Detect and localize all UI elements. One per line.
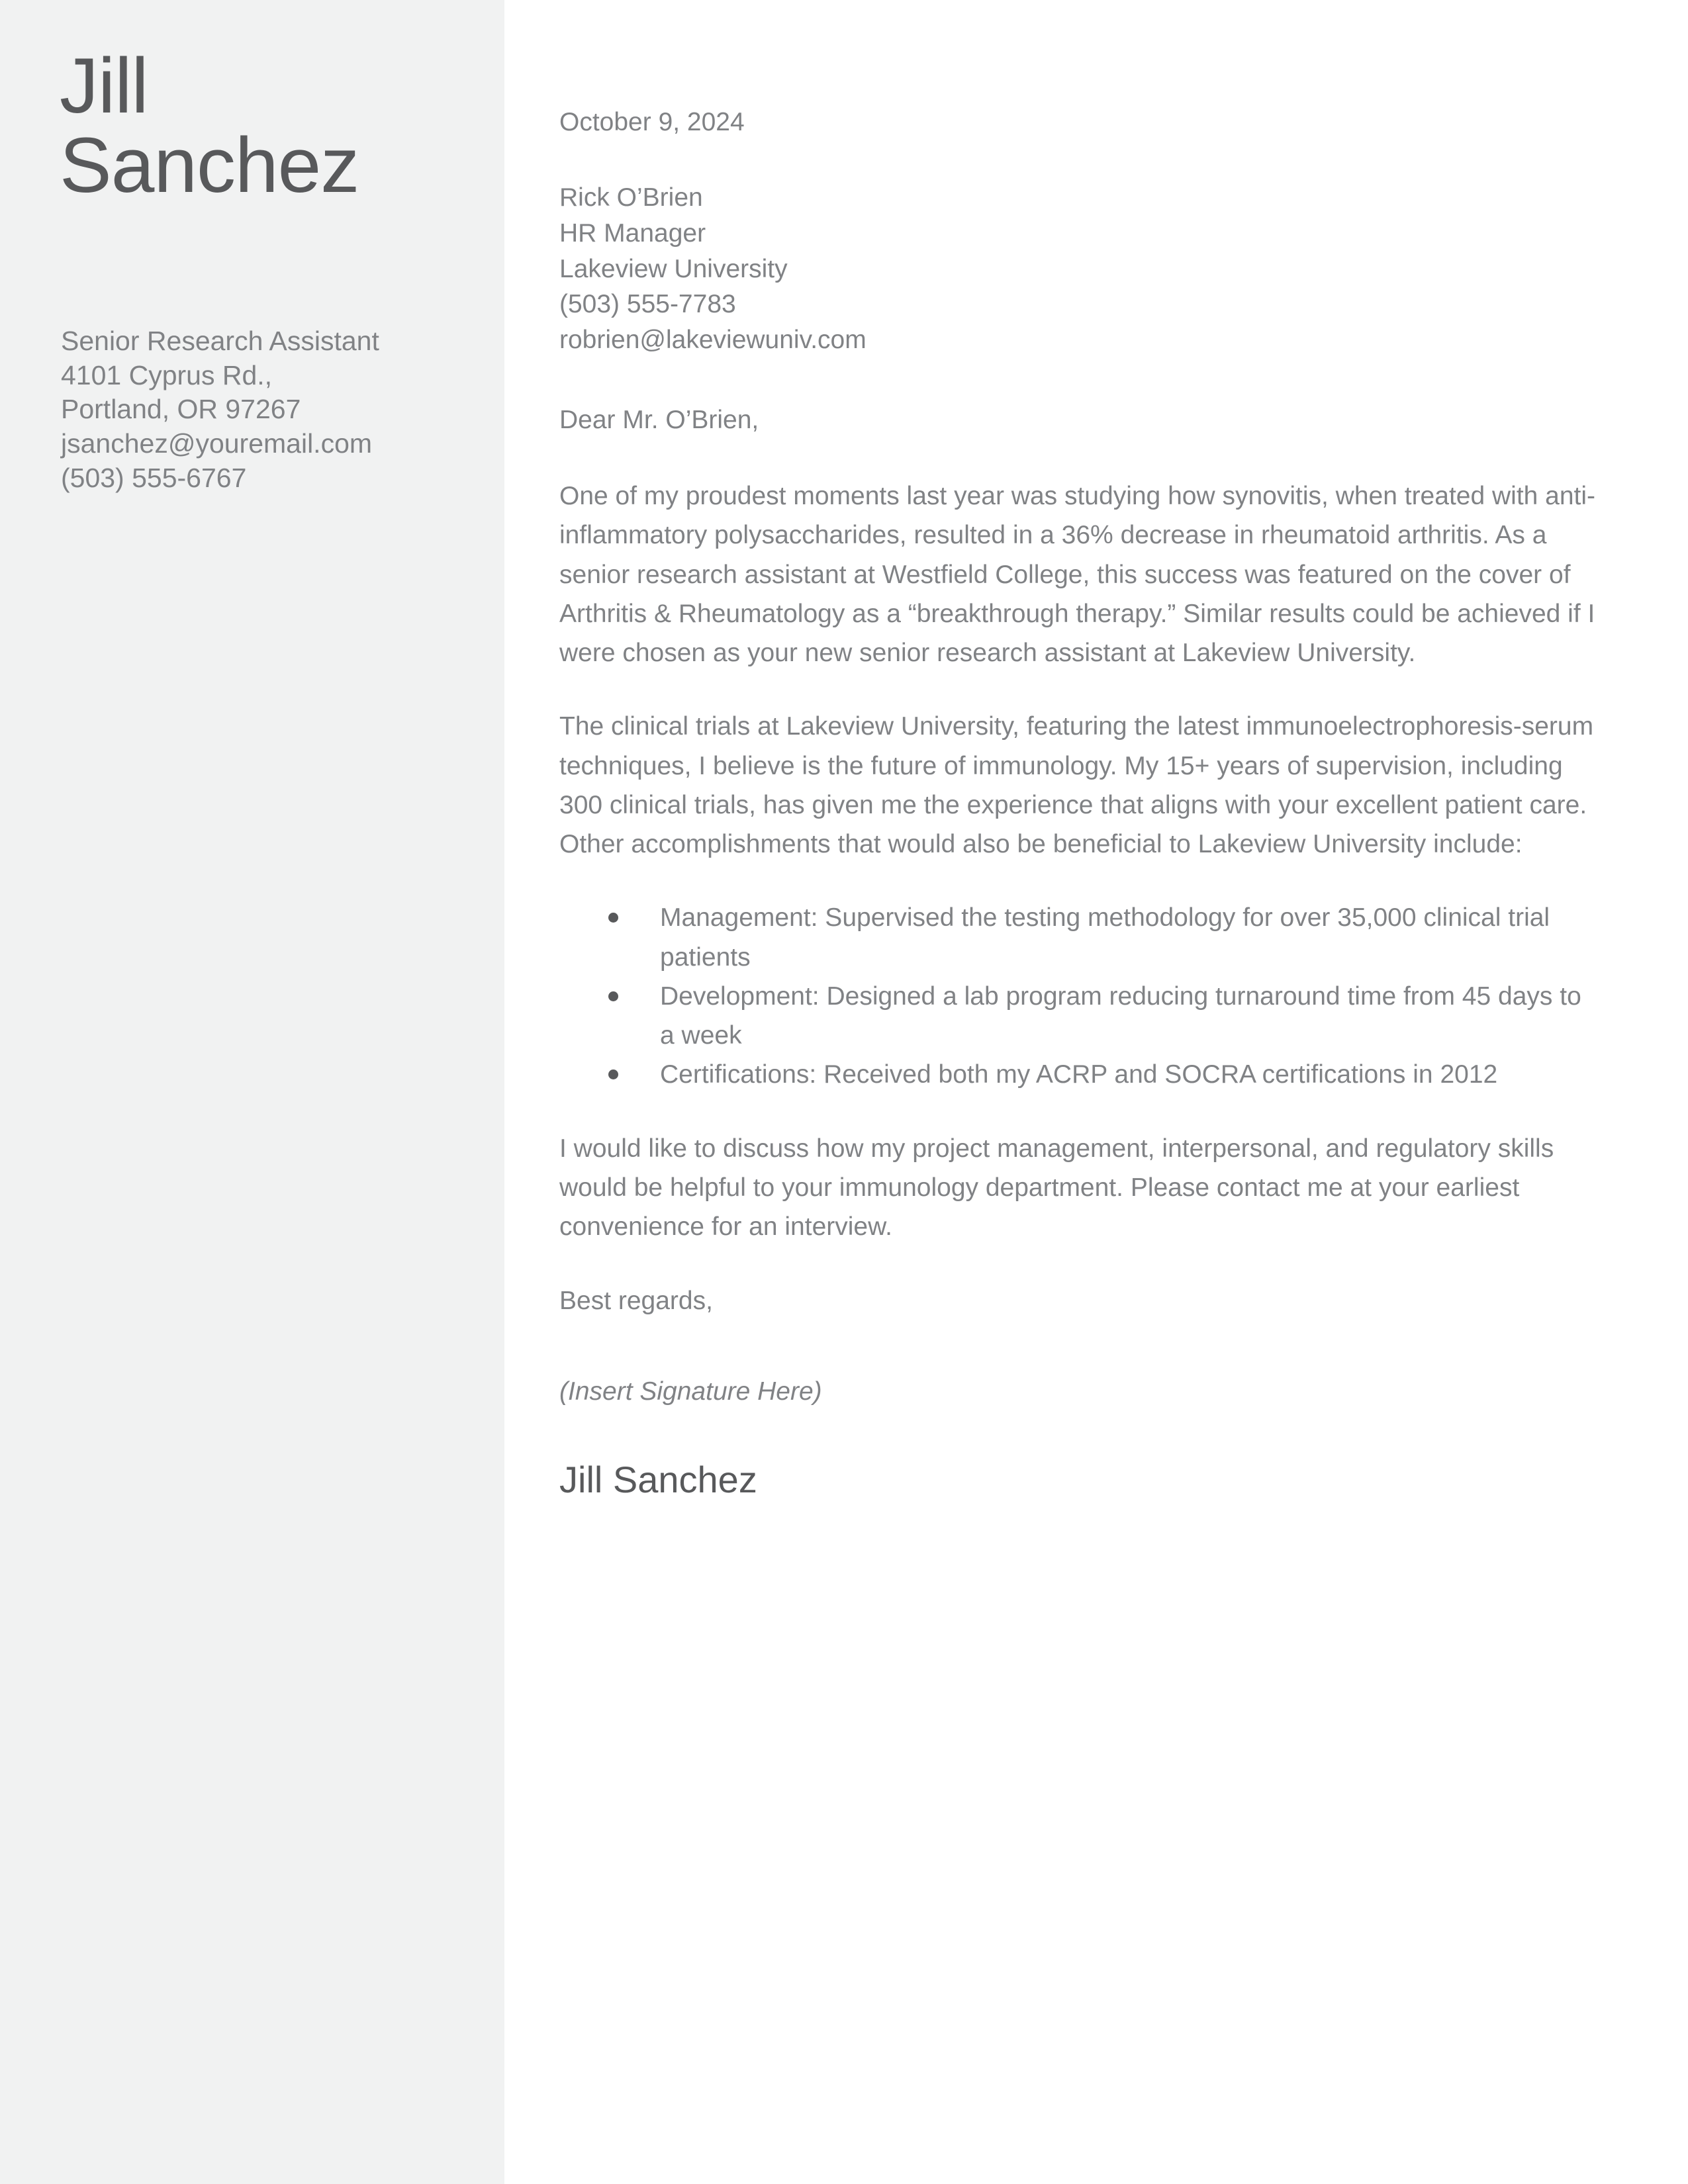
applicant-name-heading xyxy=(60,42,483,210)
applicant-contact-block xyxy=(61,324,485,495)
list-item xyxy=(559,898,1605,977)
applicant-last-name: Sanchez xyxy=(60,122,359,210)
signature-name: Jill Sanchez xyxy=(559,1459,757,1501)
recipient-organization: Lakeview University xyxy=(559,254,788,283)
closing-salutation: Best regards, xyxy=(559,1286,713,1315)
letter-body xyxy=(559,0,1605,2184)
applicant-job-title: Senior Research Assistant xyxy=(61,326,379,356)
bullet-dot-icon xyxy=(608,991,618,1001)
bullet-dot-icon xyxy=(608,913,618,923)
applicant-phone[interactable]: (503) 555-6767 xyxy=(61,462,247,493)
applicant-street-address: 4101 Cyprus Rd., xyxy=(61,359,273,390)
recipient-block xyxy=(559,180,1354,358)
recipient-title: HR Manager xyxy=(559,218,706,248)
sidebar xyxy=(0,0,504,2184)
list-item-text: Development: Designed a lab program reducing turnaround time from 45 days to a week xyxy=(660,981,1581,1050)
bullet-dot-icon xyxy=(608,1069,618,1079)
list-item-text: Certifications: Received both my ACRP and SOCRA certifications in 2012 xyxy=(660,1060,1498,1089)
signature-placeholder: (Insert Signature Here) xyxy=(559,1377,822,1406)
letter-content-flow xyxy=(559,477,1605,1502)
list-item xyxy=(559,977,1605,1056)
accomplishments-list xyxy=(559,898,1605,1094)
letter-date: October 9, 2024 xyxy=(559,108,745,136)
list-item-text: Management: Supervised the testing methodology for over 35,000 clinical trial patients xyxy=(660,903,1550,972)
applicant-first-name: Jill xyxy=(60,42,148,130)
list-item xyxy=(559,1055,1605,1094)
body-paragraph-2: The clinical trials at Lakeview University, featuring the latest immunoelectrophoresis-serum techniques, I believe is the future of immunology. My 15+ years of supervision, including 300 clinical trials, has given me the experience that aligns with your excellent patient care. Other accomplishments that would also be beneficial to Lakeview University include: xyxy=(559,712,1594,859)
recipient-email[interactable]: robrien@lakeviewuniv.com xyxy=(559,326,867,355)
recipient-phone[interactable]: (503) 555-7783 xyxy=(559,290,736,319)
body-paragraph-1: One of my proudest moments last year was studying how synovitis, when treated with anti-inflammatory polysaccharides, resulted in a 36% decrease in rheumatoid arthritis. As a senior research assistant at Westfield College, this success was featured on the cover of Arthritis & Rheumatology as a “breakthrough therapy.” Similar results could be achieved if I were chosen as your new senior research assistant at Lakeview University. xyxy=(559,482,1596,668)
recipient-name: Rick O’Brien xyxy=(559,183,703,212)
applicant-city-state-zip: Portland, OR 97267 xyxy=(61,394,301,425)
applicant-email[interactable]: jsanchez@youremail.com xyxy=(61,428,373,459)
body-paragraph-3: I would like to discuss how my project management, interpersonal, and regulatory skills would be helpful to your immunology department. Please contact me at your earliest convenience for an interview. xyxy=(559,1134,1554,1242)
salutation: Dear Mr. O’Brien, xyxy=(559,406,759,434)
